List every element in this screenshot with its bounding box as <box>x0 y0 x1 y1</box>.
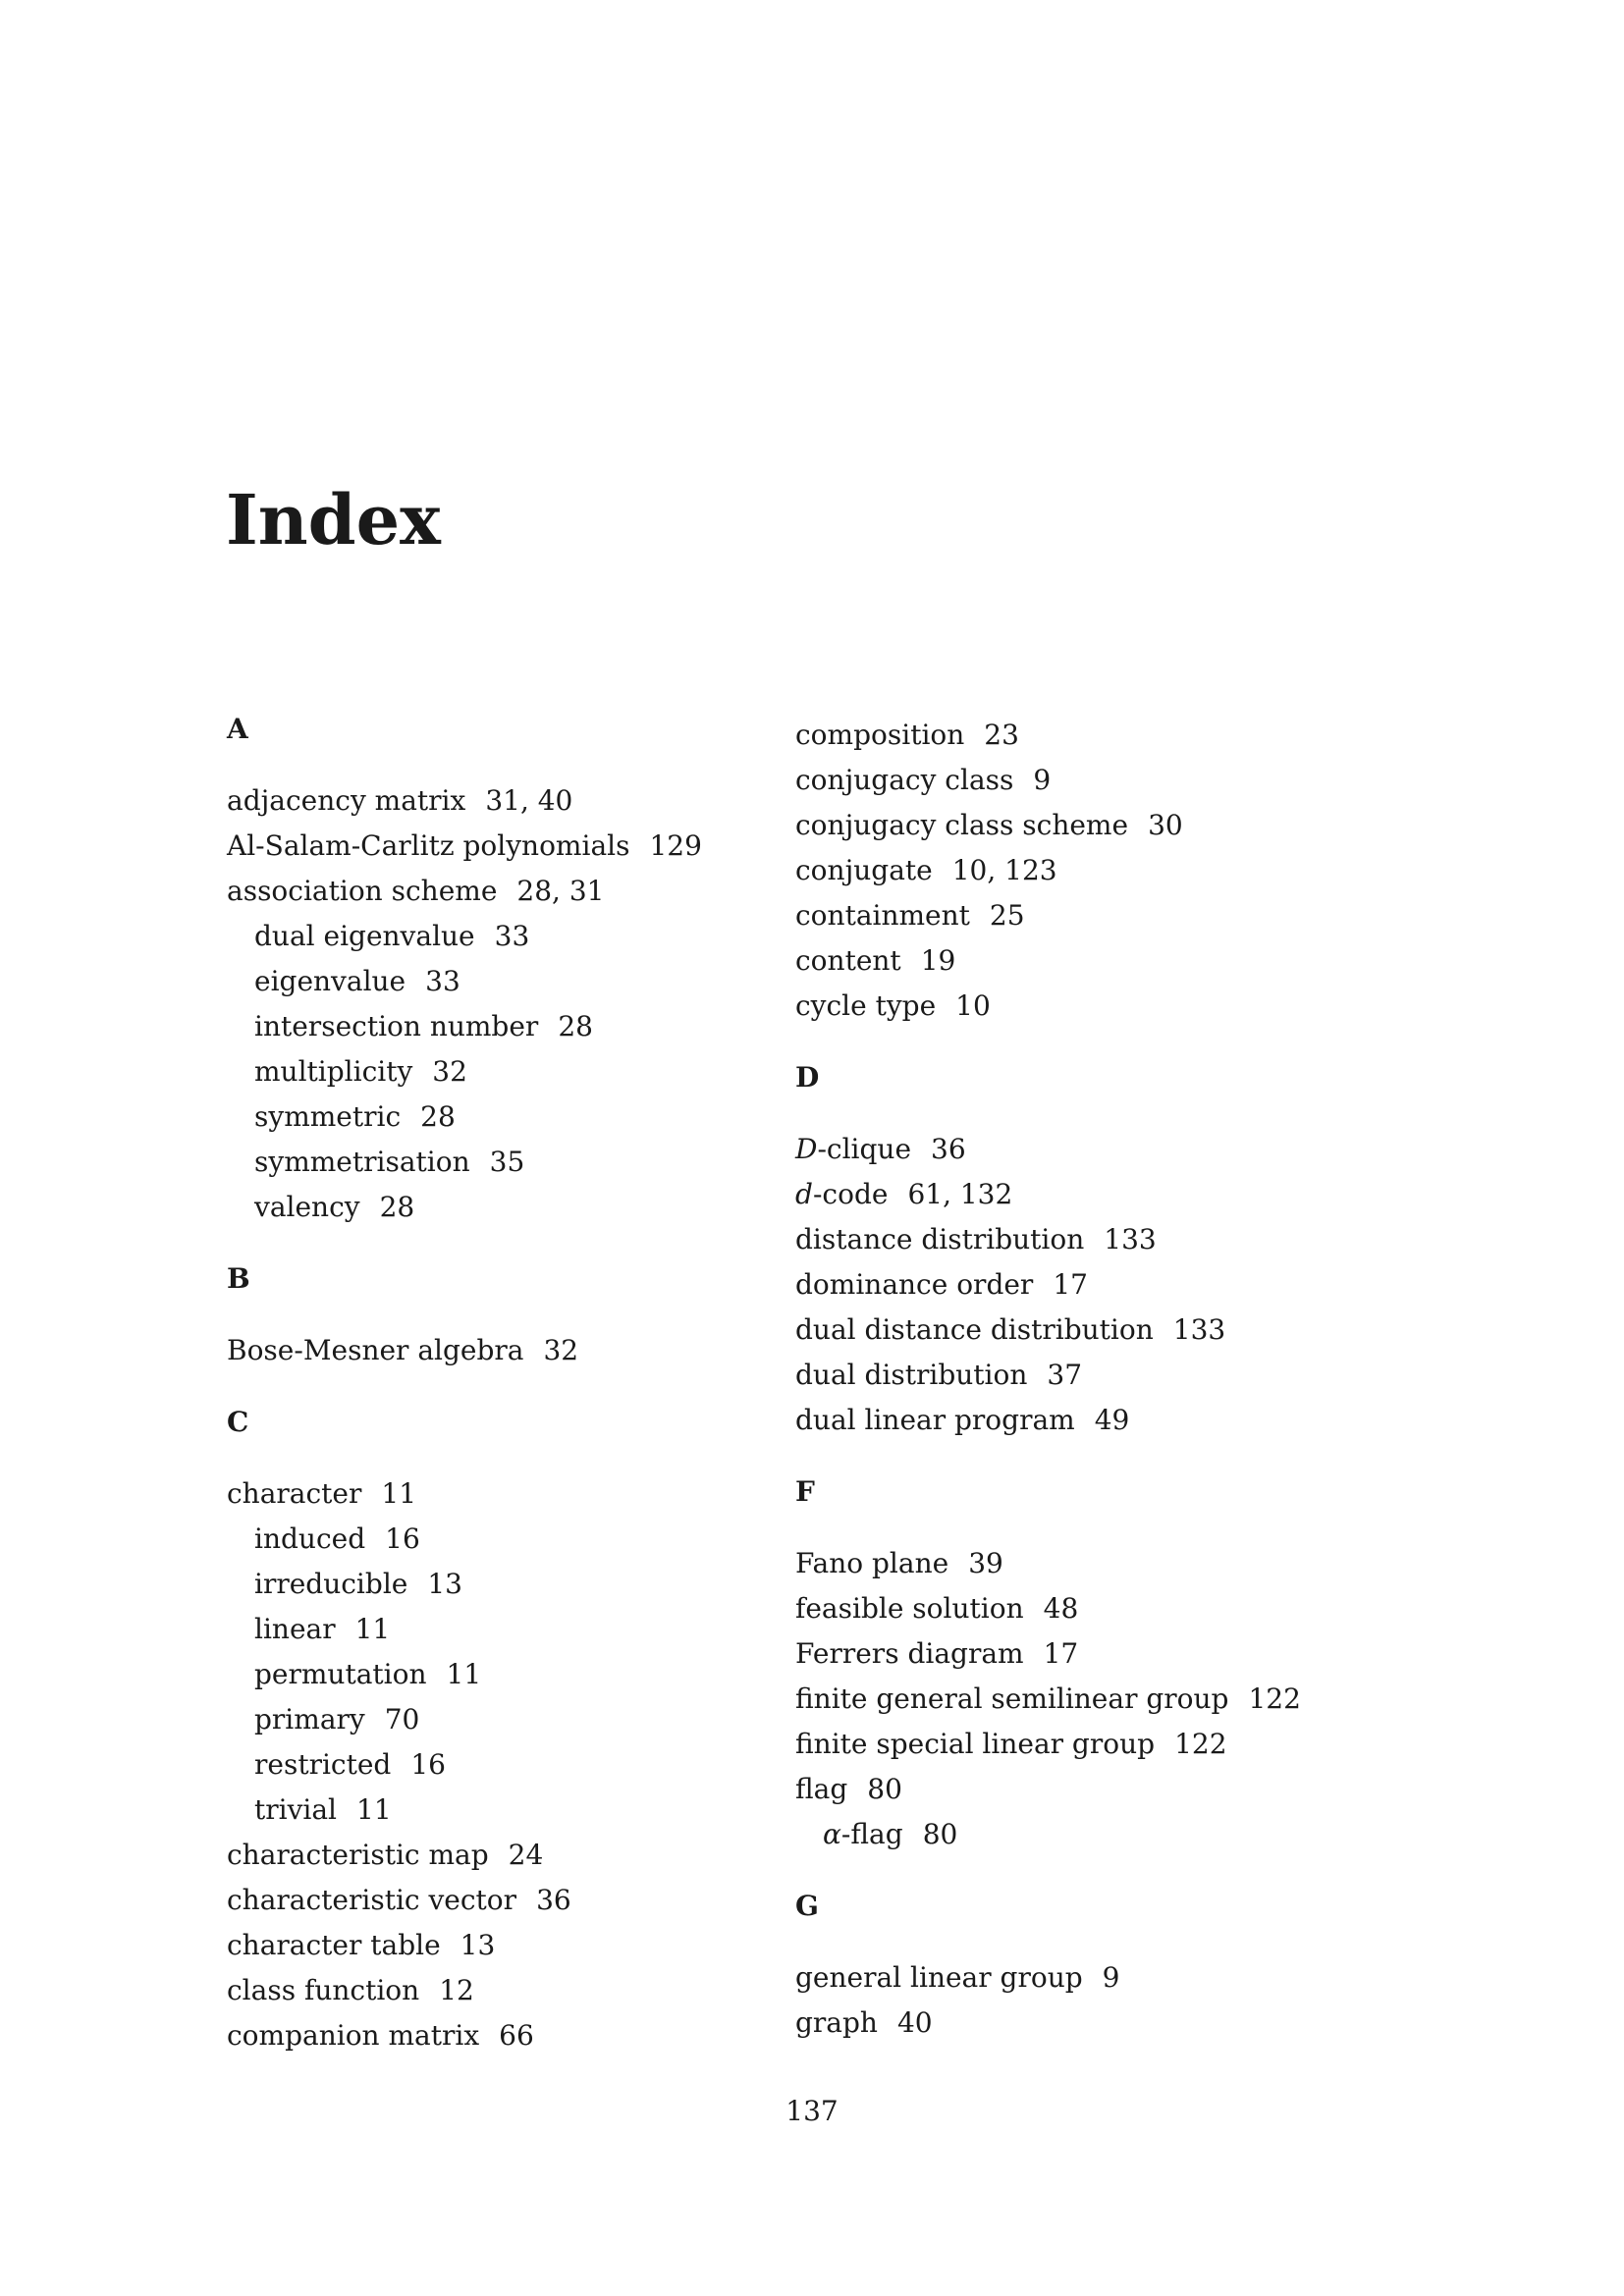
entry-page-refs: 9 <box>1033 764 1052 796</box>
entry-term: companion matrix <box>227 2019 480 2052</box>
entry-page-refs: 19 <box>920 944 956 977</box>
section-letter-c: C <box>227 1406 249 1438</box>
index-entry <box>227 1923 777 1968</box>
index-entry <box>795 1541 1345 1586</box>
index-entry <box>795 1767 1345 1812</box>
entry-page-refs: 28 <box>558 1010 593 1042</box>
entry-term: symmetrisation <box>254 1146 470 1178</box>
entry-page-refs: 28 <box>420 1100 456 1133</box>
entry-term: Bose-Mesner algebra <box>227 1334 524 1366</box>
index-subentry <box>227 1004 777 1049</box>
entry-term: dual distance distribution <box>795 1313 1154 1346</box>
index-entry <box>227 778 777 824</box>
entry-term-symbol: α <box>823 1818 841 1850</box>
entry-term: composition <box>795 719 965 751</box>
entry-term: character <box>227 1477 362 1510</box>
entry-page-refs: 28, 31 <box>516 875 605 907</box>
entry-page-refs: 36 <box>536 1884 571 1916</box>
index-entry <box>795 1172 1345 1217</box>
entry-term: general linear group <box>795 1961 1083 1994</box>
entry-term: Al-Salam-Carlitz polynomials <box>227 829 630 862</box>
index-subentry <box>227 1049 777 1095</box>
entry-page-refs: 17 <box>1053 1268 1088 1301</box>
entry-term: -code <box>812 1178 889 1210</box>
entry-page-refs: 133 <box>1172 1313 1226 1346</box>
entry-page-refs: 61, 132 <box>907 1178 1013 1210</box>
entry-term: class function <box>227 1974 420 2006</box>
index-entry <box>795 1262 1345 1308</box>
entry-page-refs: 23 <box>984 719 1019 751</box>
entry-page-refs: 129 <box>649 829 702 862</box>
entry-page-refs: 17 <box>1043 1637 1079 1670</box>
entry-page-refs: 13 <box>460 1929 496 1961</box>
entry-page-refs: 33 <box>494 920 530 952</box>
section-letter-a: A <box>227 713 248 745</box>
entry-term: Fano plane <box>795 1547 949 1579</box>
entry-term: distance distribution <box>795 1223 1085 1255</box>
entry-term: conjugacy class <box>795 764 1014 796</box>
entry-page-refs: 80 <box>922 1818 958 1850</box>
entry-page-refs: 133 <box>1104 1223 1157 1255</box>
entry-term: conjugate <box>795 854 933 886</box>
entry-page-refs: 11 <box>354 1613 391 1645</box>
entry-page-refs: 12 <box>439 1974 474 2006</box>
index-entry <box>795 1955 1345 2001</box>
entry-term: restricted <box>254 1748 392 1781</box>
entry-page-refs: 66 <box>499 2019 534 2052</box>
entry-term: dominance order <box>795 1268 1034 1301</box>
entry-page-refs: 32 <box>543 1334 579 1366</box>
index-subentry <box>227 1742 777 1788</box>
entry-term: association scheme <box>227 875 498 907</box>
index-subentry <box>227 1095 777 1140</box>
index-subentry <box>227 1140 777 1185</box>
entry-page-refs: 36 <box>931 1133 966 1165</box>
entry-term: characteristic map <box>227 1839 489 1871</box>
entry-term: induced <box>254 1522 366 1555</box>
index-entry <box>795 1677 1345 1722</box>
entry-term: graph <box>795 2006 878 2039</box>
entry-term: flag <box>795 1773 848 1805</box>
entry-page-refs: 49 <box>1094 1404 1130 1436</box>
entry-term: eigenvalue <box>254 965 406 997</box>
entry-page-refs: 11 <box>446 1658 482 1690</box>
entry-page-refs: 10 <box>955 989 991 1022</box>
page-number: 137 <box>785 2095 839 2127</box>
index-entry <box>227 824 777 869</box>
index-subentry <box>227 1562 777 1607</box>
index-entry <box>227 1968 777 2013</box>
entry-page-refs: 31, 40 <box>485 784 573 817</box>
entry-term: permutation <box>254 1658 427 1690</box>
index-column-right <box>795 713 1345 2046</box>
index-subentry <box>227 1607 777 1652</box>
entry-term: multiplicity <box>254 1055 413 1088</box>
index-subentry <box>227 914 777 959</box>
entry-page-refs: 32 <box>432 1055 467 1088</box>
index-entry <box>795 1217 1345 1262</box>
entry-term: adjacency matrix <box>227 784 466 817</box>
index-entry <box>795 1308 1345 1353</box>
entry-page-refs: 37 <box>1047 1359 1083 1391</box>
index-entry <box>795 758 1345 803</box>
entry-term: valency <box>254 1191 360 1223</box>
entry-term: trivial <box>254 1793 338 1826</box>
entry-term: cycle type <box>795 989 937 1022</box>
index-subentry <box>227 1697 777 1742</box>
entry-page-refs: 16 <box>385 1522 420 1555</box>
index-subentry <box>227 959 777 1004</box>
entry-page-refs: 39 <box>968 1547 1003 1579</box>
page-title: Index <box>226 479 441 561</box>
entry-term: intersection number <box>254 1010 539 1042</box>
index-entry <box>795 1127 1345 1172</box>
index-subentry <box>227 1517 777 1562</box>
entry-term: dual linear program <box>795 1404 1075 1436</box>
entry-term: containment <box>795 899 970 932</box>
index-entry <box>795 1398 1345 1443</box>
index-entry <box>227 1471 777 1517</box>
entry-term: -clique <box>817 1133 912 1165</box>
entry-term: Ferrers diagram <box>795 1637 1024 1670</box>
entry-term: linear <box>254 1613 336 1645</box>
entry-page-refs: 28 <box>379 1191 415 1223</box>
section-letter-f: F <box>795 1475 815 1508</box>
entry-page-refs: 25 <box>989 899 1025 932</box>
entry-page-refs: 30 <box>1148 809 1183 841</box>
index-entry <box>795 2001 1345 2046</box>
entry-term: -flag <box>840 1818 903 1850</box>
entry-term: irreducible <box>254 1568 408 1600</box>
index-entry <box>795 1586 1345 1631</box>
index-entry <box>795 938 1345 984</box>
entry-page-refs: 10, 123 <box>951 854 1057 886</box>
index-subentry <box>795 1812 1345 1857</box>
index-entry <box>795 1722 1345 1767</box>
entry-term: feasible solution <box>795 1592 1024 1625</box>
entry-term: conjugacy class scheme <box>795 809 1129 841</box>
entry-page-refs: 13 <box>427 1568 462 1600</box>
entry-page-refs: 9 <box>1102 1961 1120 1994</box>
index-entry <box>795 1631 1345 1677</box>
index-entry <box>795 713 1345 758</box>
entry-page-refs: 24 <box>508 1839 544 1871</box>
index-entry <box>795 893 1345 938</box>
entry-term: characteristic vector <box>227 1884 517 1916</box>
entry-page-refs: 40 <box>896 2006 933 2039</box>
entry-term: primary <box>254 1703 365 1735</box>
index-entry <box>795 1353 1345 1398</box>
section-letter-b: B <box>227 1262 250 1295</box>
index-entry <box>227 1833 777 1878</box>
entry-page-refs: 48 <box>1043 1592 1079 1625</box>
entry-term: content <box>795 944 901 977</box>
entry-page-refs: 33 <box>425 965 460 997</box>
entry-page-refs: 122 <box>1174 1728 1227 1760</box>
index-column-left <box>227 707 777 2058</box>
index-entry <box>227 1878 777 1923</box>
index-entry <box>227 1328 777 1373</box>
index-entry <box>795 984 1345 1029</box>
entry-page-refs: 122 <box>1248 1682 1301 1715</box>
entry-term-symbol: D <box>795 1133 818 1165</box>
entry-term: finite special linear group <box>795 1728 1156 1760</box>
index-subentry <box>227 1788 777 1833</box>
entry-page-refs: 80 <box>867 1773 902 1805</box>
entry-page-refs: 11 <box>381 1477 417 1510</box>
section-letter-d: D <box>795 1061 820 1094</box>
entry-term: dual eigenvalue <box>254 920 475 952</box>
entry-term: finite general semilinear group <box>795 1682 1229 1715</box>
section-letter-g: G <box>795 1890 819 1922</box>
entry-term: dual distribution <box>795 1359 1028 1391</box>
index-entry <box>795 803 1345 848</box>
entry-term: symmetric <box>254 1100 402 1133</box>
entry-page-refs: 35 <box>489 1146 525 1178</box>
entry-term: character table <box>227 1929 441 1961</box>
index-entry <box>227 869 777 914</box>
entry-page-refs: 11 <box>356 1793 392 1826</box>
entry-page-refs: 70 <box>384 1703 420 1735</box>
index-entry <box>227 2013 777 2058</box>
index-entry <box>795 848 1345 893</box>
index-subentry <box>227 1185 777 1230</box>
entry-term-symbol: d <box>795 1178 813 1210</box>
index-subentry <box>227 1652 777 1697</box>
entry-page-refs: 16 <box>410 1748 446 1781</box>
